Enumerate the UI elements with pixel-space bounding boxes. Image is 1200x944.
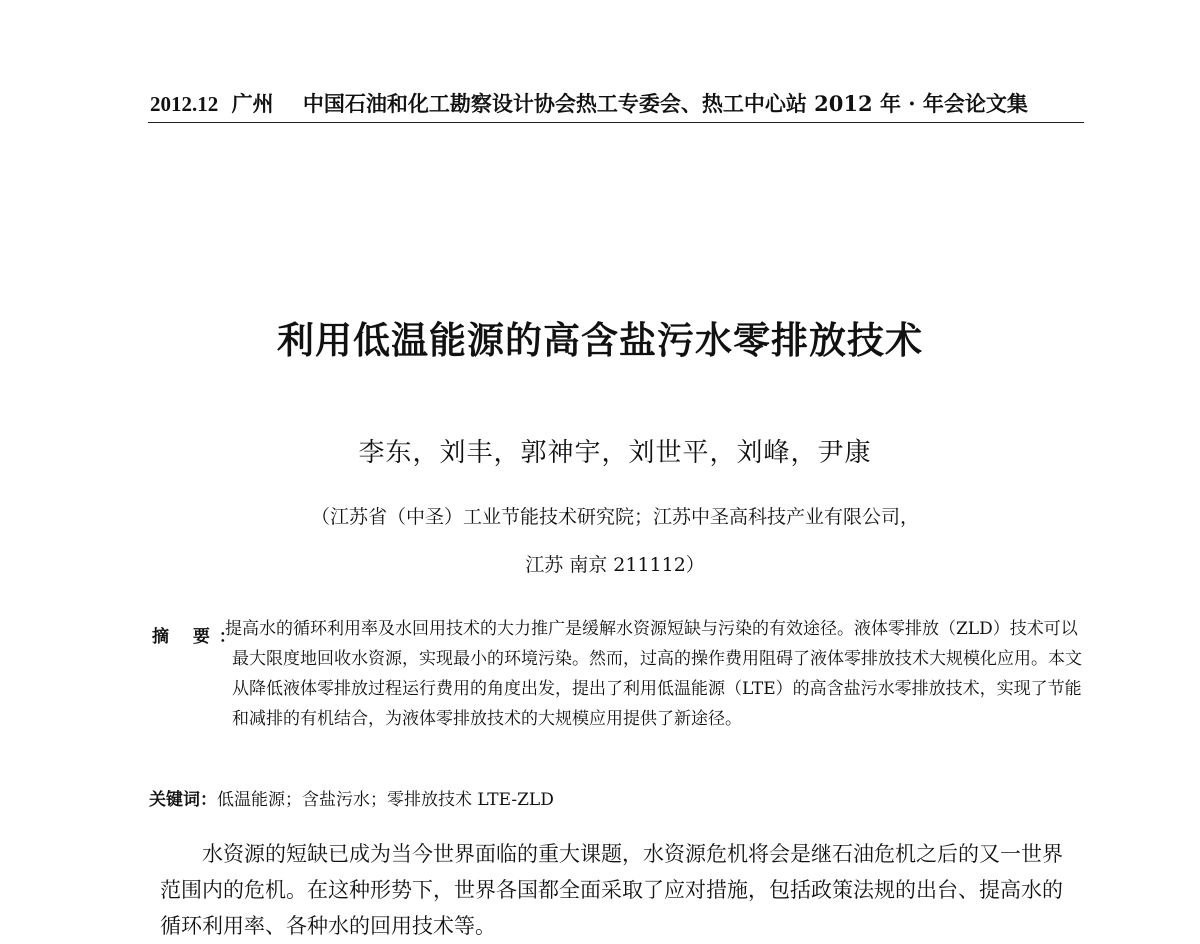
affiliation-line-2: 江苏 南京 211112） <box>525 554 705 576</box>
abstract-text: 提高水的循环利用率及水回用技术的大力推广是缓解水资源短缺与污染的有效途径。液体零排放（ZLD）技术可以最大限度地回收水资源，实现最小的环境污染。然而，过高的操作费用阻碍了液体零排放技术大规模化应用。本文从降低液体零排放过程运行费用的角度出发，提出了利用低温能源（LTE）的高含盐污水零排放技术，实现了节能和减排的有机结合，为液体零排放技术的大规模应用提供了新途径。 <box>225 619 1082 729</box>
header-divider <box>148 122 1084 123</box>
running-header <box>150 88 1090 118</box>
affiliation-line-1: （江苏省（中圣）工业节能技术研究院；江苏中圣高科技产业有限公司， <box>310 506 919 528</box>
author-list: 李东，刘丰，郭神宇，刘世平，刘峰，尹康 <box>358 438 872 468</box>
keywords-label: 关键词： <box>149 790 217 810</box>
header-proceedings-name: 中国石油和化工勘察设计协会热工专委会、热工中心站 2012 年 · 年会论文集 <box>302 91 1028 116</box>
header-year: 2012.12 <box>150 92 219 116</box>
keywords-text: 低温能源；含盐污水；零排放技术 LTE-ZLD <box>217 790 554 810</box>
header-city: 广州 <box>231 91 274 116</box>
body-paragraph: 水资源的短缺已成为当今世界面临的重大课题，水资源危机将会是继石油危机之后的又一世界范围内的危机。在这种形势下，世界各国都全面采取了应对措施，包括政策法规的出台、提高水的循环利用率、各种水的回用技术等。 <box>160 842 1063 938</box>
keywords <box>149 785 554 810</box>
abstract-label: 摘 要： <box>152 627 245 647</box>
paper-title: 利用低温能源的高含盐污水零排放技术 <box>277 319 923 362</box>
